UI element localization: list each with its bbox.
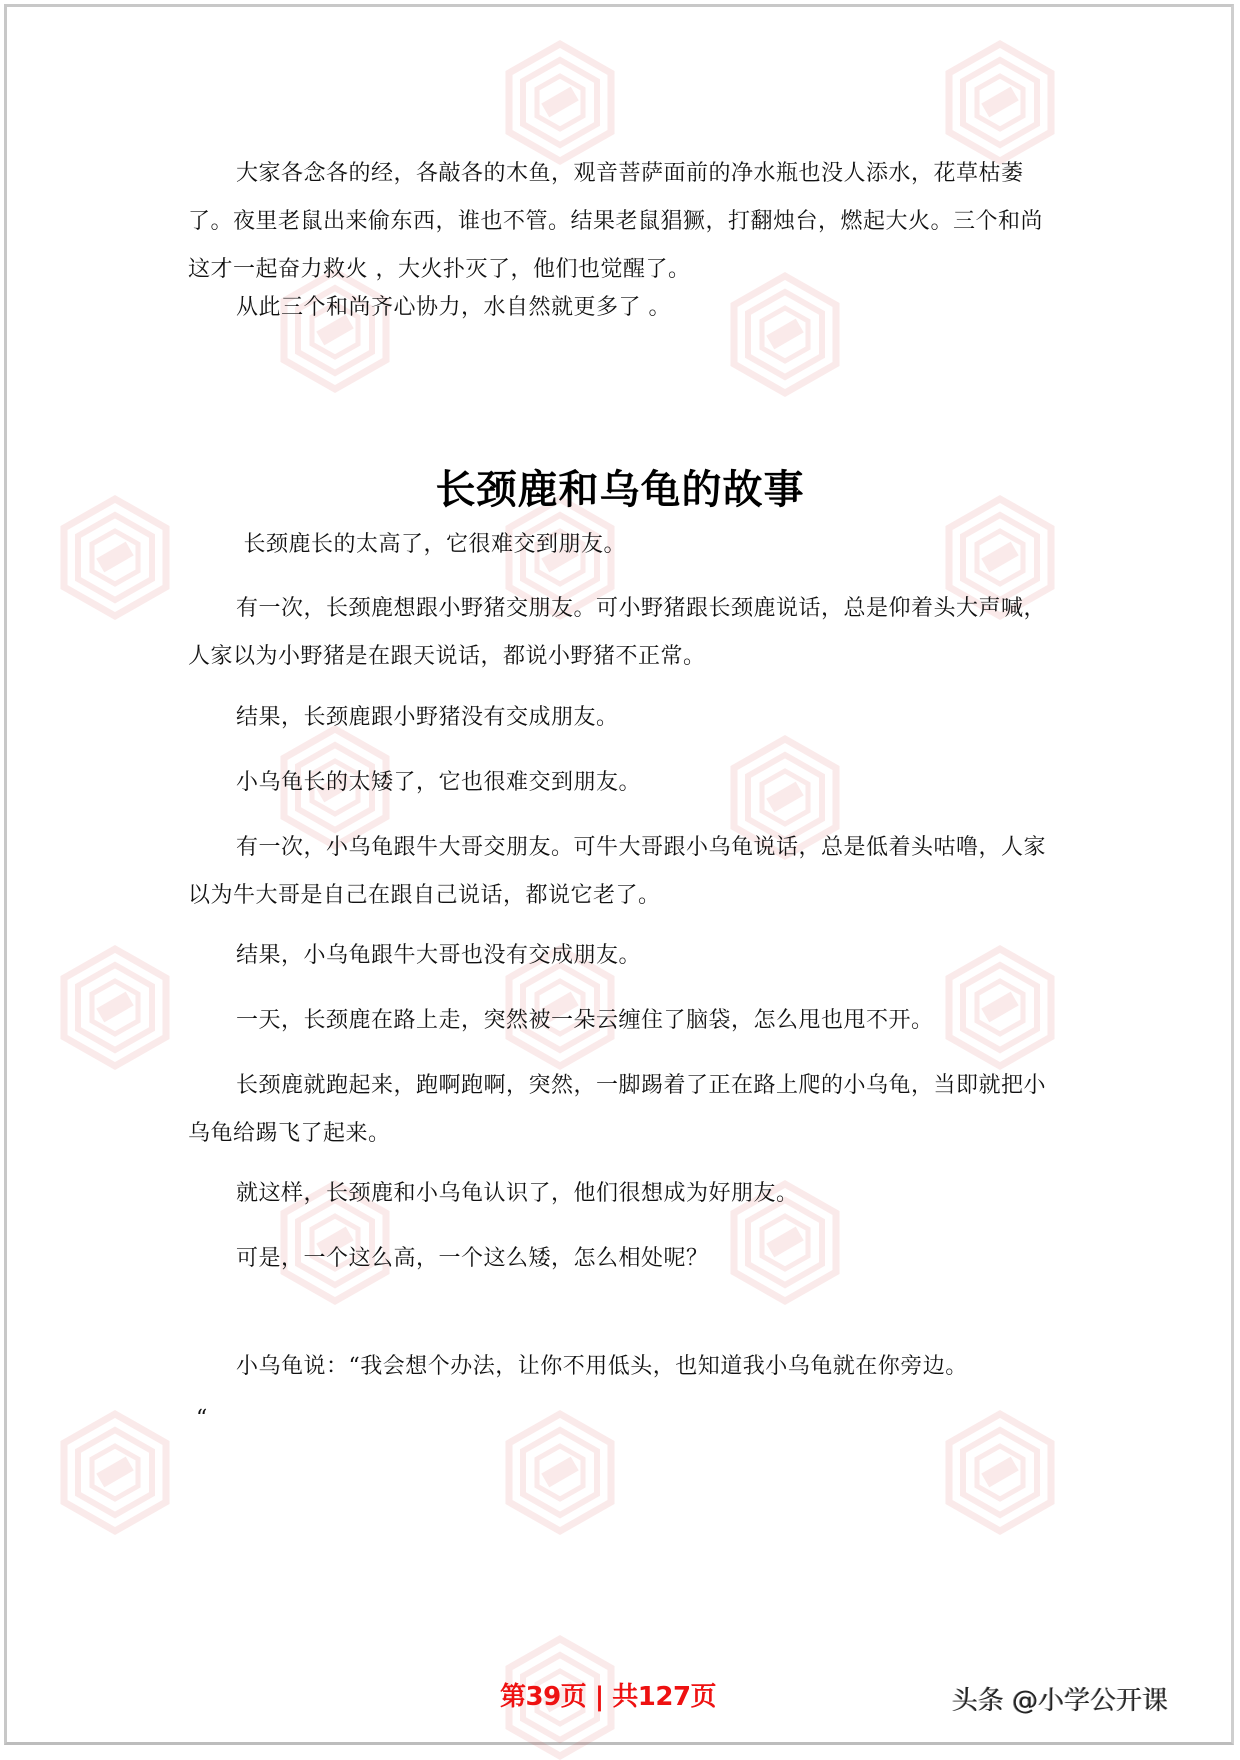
body-paragraph: “ <box>196 1406 208 1431</box>
source-watermark-text: 头条 @小学公开课 <box>952 1686 1169 1716</box>
body-paragraph: 小乌龟长的太矮了，它也很难交到朋友。 <box>236 770 642 795</box>
body-paragraph: 结果，小乌龟跟牛大哥也没有交成朋友。 <box>236 943 642 968</box>
body-paragraph: 一天，长颈鹿在路上走，突然被一朵云缠住了脑袋，怎么甩也甩不开。 <box>236 1008 934 1033</box>
body-paragraph: 长颈鹿长的太高了，它很难交到朋友。 <box>236 532 627 557</box>
body-paragraph: 从此三个和尚齐心协力，水自然就更多了 。 <box>236 295 671 320</box>
body-paragraph: 就这样，长颈鹿和小乌龟认识了，他们很想成为好朋友。 <box>236 1181 799 1206</box>
page-indicator: 第39页 | 共127页 <box>500 1682 717 1712</box>
body-paragraph: 小乌龟说：“我会想个办法，让你不用低头，也知道我小乌龟就在你旁边。 <box>236 1354 968 1379</box>
body-paragraph: 可是，一个这么高，一个这么矮，怎么相处呢？ <box>236 1246 709 1271</box>
body-paragraph: 长颈鹿就跑起来，跑啊跑啊，突然，一脚踢着了正在路上爬的小乌龟，当即就把小乌龟给踢飞了起来。 <box>188 1073 1047 1146</box>
story-title: 长颈鹿和乌龟的故事 <box>435 466 805 513</box>
body-paragraph: 有一次，长颈鹿想跟小野猪交朋友。可小野猪跟长颈鹿说话，总是仰着头大声喊，人家以为小野猪是在跟天说话，都说小野猪不正常。 <box>188 596 1047 669</box>
body-paragraph: 有一次，小乌龟跟牛大哥交朋友。可牛大哥跟小乌龟说话，总是低着头咕噜，人家以为牛大哥是自己在跟自己说话，都说它老了。 <box>188 835 1047 908</box>
body-paragraph: 大家各念各的经，各敲各的木鱼，观音菩萨面前的净水瓶也没人添水，花草枯萎了。夜里老鼠出来偷东西，谁也不管。结果老鼠猖獗，打翻烛台，燃起大火。三个和尚这才一起奋力救火 ，大火扑灭了，他们也觉醒了。 <box>188 161 1044 282</box>
body-paragraph: 结果，长颈鹿跟小野猪没有交成朋友。 <box>236 705 619 730</box>
